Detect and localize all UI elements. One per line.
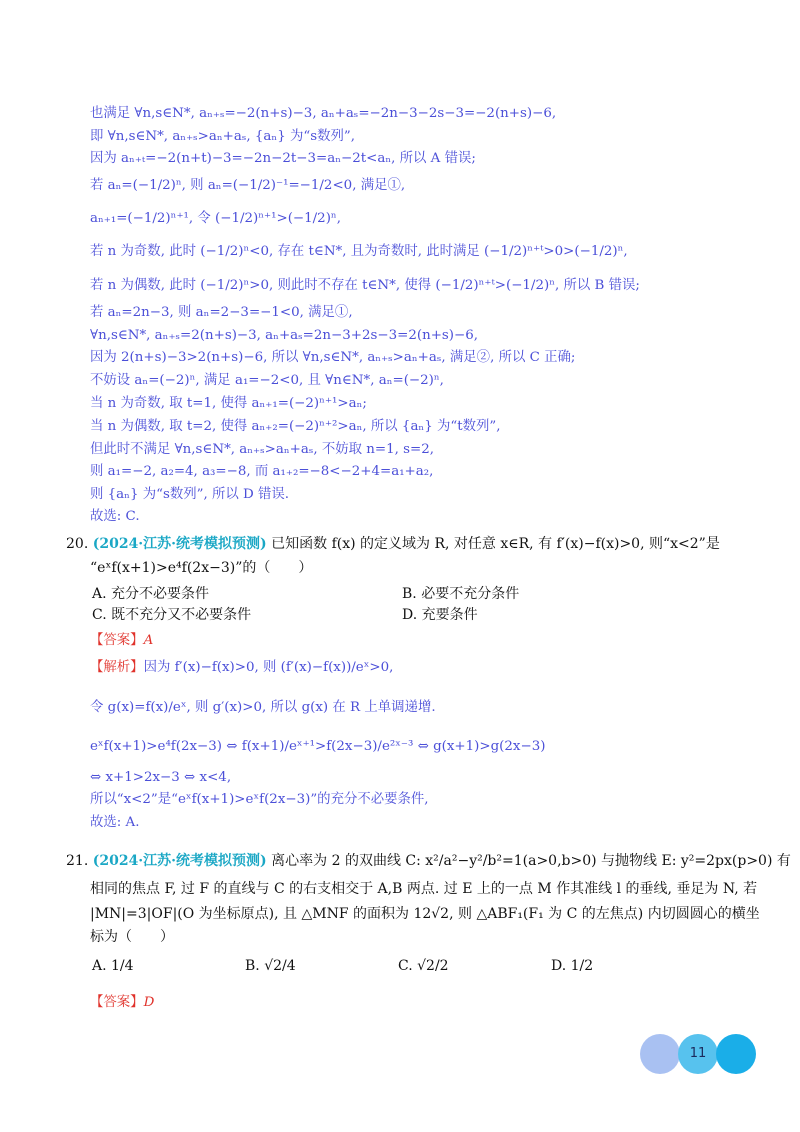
question-source: (2024·江苏·统考模拟预测) [92,536,267,552]
solution-line: aₙ₊₁=(−1/2)ⁿ⁺¹, 令 (−1/2)ⁿ⁺¹>(−1/2)ⁿ, [90,211,341,226]
analysis-line [90,660,740,676]
question-stem-text: 离心率为 2 的双曲线 C: x²/a²−y²/b²=1(a>0,b>0) 与抛物线 E: y²=2px(p>0) 有 [271,853,791,869]
question-stem [66,535,720,553]
analysis-line: 令 g(x)=f(x)/eˣ, 则 g′(x)>0, 所以 g(x) 在 R 上单调递增. [90,700,436,715]
solution-line: 不妨设 aₙ=(−2)ⁿ, 满足 a₁=−2<0, 且 ∀n∈N*, aₙ=(−2)ⁿ, [90,373,444,388]
option-c: C. 既不充分又不必要条件 [92,607,252,623]
solution-line: 即 ∀n,s∈N*, aₙ₊ₛ>aₙ+aₛ, {aₙ} 为“s数列”, [90,129,355,144]
solution-line: 但此时不满足 ∀n,s∈N*, aₙ₊ₛ>aₙ+aₛ, 不妨取 n=1, s=2, [90,442,435,457]
page-number: 11 [689,1046,707,1061]
solution-line: 故选: C. [90,509,140,524]
analysis-line: 所以“x<2”是“eˣf(x+1)>eˣf(2x−3)”的充分不必要条件, [90,792,429,807]
solution-line: 若 n 为奇数, 此时 (−1/2)ⁿ<0, 存在 t∈N*, 且为奇数时, 此时满足 (−1/2)ⁿ⁺ᵗ>0>(−1/2)ⁿ, [90,244,628,259]
question-stem-line: |MN|=3|OF|(O 为坐标原点), 且 △MNF 的面积为 12√2, 则 △ABF₁(F₁ 为 C 的左焦点) 内切圆圆心的横坐 [90,906,760,922]
answer-tag: 【答案】 [90,633,144,648]
solution-line: 当 n 为偶数, 取 t=2, 使得 aₙ₊₂=(−2)ⁿ⁺²>aₙ, 所以 {aₙ} 为“t数列”, [90,419,501,434]
option-a: A. 充分不必要条件 [92,586,210,602]
solution-line: 若 aₙ=(−1/2)ⁿ, 则 aₙ=(−1/2)⁻¹=−1/2<0, 满足①, [90,178,406,193]
analysis-tag: 【解析】 [90,660,144,675]
solution-line: 因为 aₙ₊ₜ=−2(n+t)−3=−2n−2t−3=aₙ−2t<aₙ, 所以 A 错误; [90,151,476,166]
answer-tag: 【答案】 [90,995,144,1010]
solution-line: ∀n,s∈N*, aₙ₊ₛ=2(n+s)−3, aₙ+aₛ=2n−3+2s−3=2(n+s)−6, [90,328,479,343]
question-stem [66,852,791,870]
answer-value: D [143,995,155,1010]
answer-line [90,629,153,648]
analysis-line: ⇔ x+1>2x−3 ⇔ x<4, [90,770,232,785]
solution-line: 也满足 ∀n,s∈N*, aₙ₊ₛ=−2(n+s)−3, aₙ+aₛ=−2n−3−2s−3=−2(n+s)−6, [90,106,557,121]
solution-line: 当 n 为奇数, 取 t=1, 使得 aₙ₊₁=(−2)ⁿ⁺¹>aₙ; [90,396,367,411]
analysis-line: eˣf(x+1)>e⁴f(2x−3) ⇔ f(x+1)/eˣ⁺¹>f(2x−3)/e²ˣ⁻³ ⇔ g(x+1)>g(2x−3) [90,739,546,754]
question-stem-line: 标为（ ） [90,929,174,945]
option-b: B. √2/4 [245,958,296,974]
page-number-badge [640,1034,760,1076]
option-a: A. 1/4 [92,958,134,974]
solution-line: 若 aₙ=2n−3, 则 aₙ=2−3=−1<0, 满足①, [90,305,353,320]
question-number: 20. [66,536,89,552]
solution-line: 若 n 为偶数, 此时 (−1/2)ⁿ>0, 则此时不存在 t∈N*, 使得 (−1/2)ⁿ⁺ᵗ>(−1/2)ⁿ, 所以 B 错误; [90,278,640,293]
answer-value: A [143,633,154,648]
decor-circle [640,1034,680,1074]
option-b: B. 必要不充分条件 [402,586,520,602]
analysis-line: 故选: A. [90,815,140,830]
solution-line: 则 a₁=−2, a₂=4, a₃=−8, 而 a₁₊₂=−8<−2+4=a₁+a₂, [90,464,434,479]
question-stem-line: “eˣf(x+1)>e⁴f(2x−3)”的（ ） [90,560,313,576]
question-stem-line: 相同的焦点 F, 过 F 的直线与 C 的右支相交于 A,B 两点. 过 E 上的一点 M 作其准线 l 的垂线, 垂足为 N, 若 [90,881,758,897]
option-c: C. √2/2 [398,958,449,974]
answer-line [90,991,154,1010]
decor-circle [716,1034,756,1074]
option-d: D. 充要条件 [402,607,478,623]
option-d: D. 1/2 [551,958,594,974]
solution-line: 则 {aₙ} 为“s数列”, 所以 D 错误. [90,487,290,502]
question-source: (2024·江苏·统考模拟预测) [92,853,267,869]
question-number: 21. [66,853,89,869]
analysis-text: 因为 f′(x)−f(x)>0, 则 (f′(x)−f(x))/eˣ>0, [143,660,394,675]
question-stem-text: 已知函数 f(x) 的定义域为 R, 对任意 x∈R, 有 f′(x)−f(x)>0, 则“x<2”是 [271,536,720,552]
solution-line: 因为 2(n+s)−3>2(n+s)−6, 所以 ∀n,s∈N*, aₙ₊ₛ>aₙ+aₛ, 满足②, 所以 C 正确; [90,350,576,365]
